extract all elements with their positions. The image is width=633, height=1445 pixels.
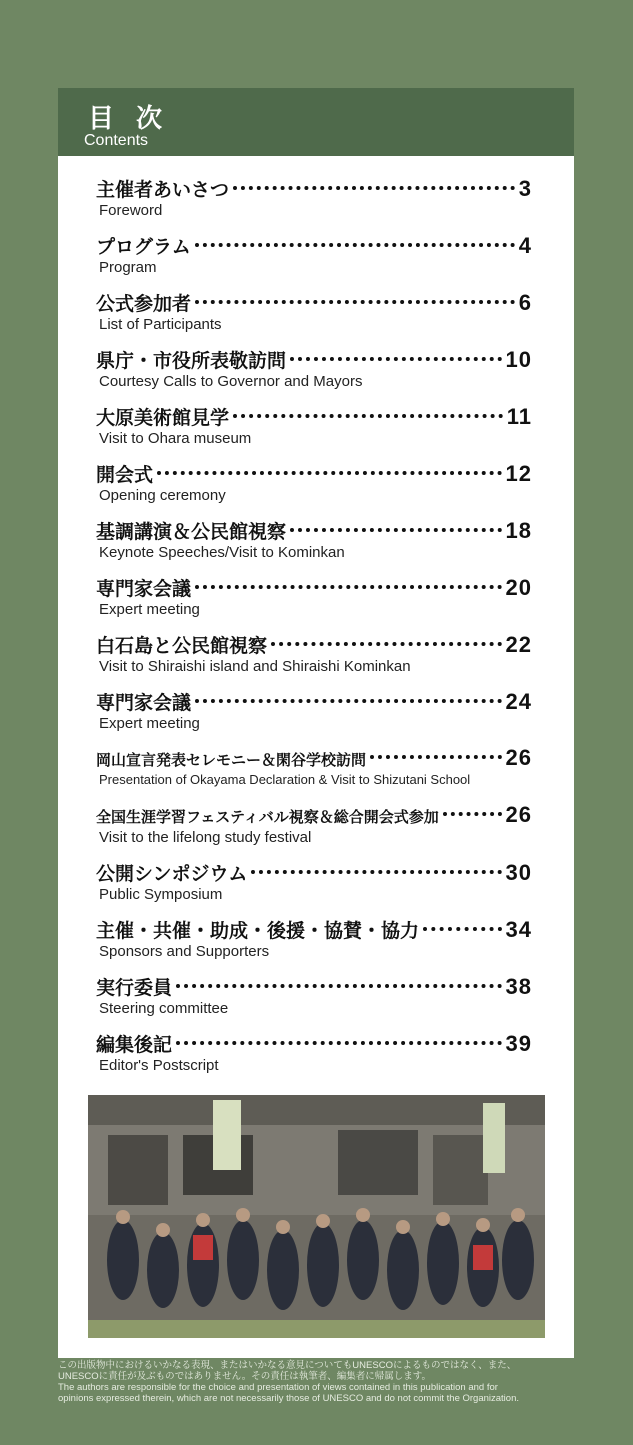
header-title-jp: 目次: [88, 104, 185, 134]
toc-page-number: 22: [505, 632, 532, 657]
toc-page-number: 39: [505, 1031, 532, 1056]
toc-page-number: 6: [518, 290, 532, 315]
leader-dots: [195, 585, 502, 589]
toc-entry-editors-postscript[interactable]: [96, 1030, 532, 1087]
toc-page-number: 34: [505, 917, 532, 942]
toc-title-en: Opening ceremony: [99, 487, 226, 504]
toc-title-jp: 開会式: [96, 464, 154, 486]
toc-page-number: 10: [505, 347, 532, 372]
leader-dots: [157, 471, 502, 475]
leader-dots: [176, 1041, 502, 1045]
toc-page-number: 26: [505, 802, 532, 827]
disclaimer: [58, 1360, 578, 1404]
toc-title-jp: 大原美術館見学: [96, 407, 230, 429]
toc-entry-steering-committee[interactable]: [96, 973, 532, 1030]
leader-dots: [195, 699, 502, 703]
contents-header: [58, 88, 574, 156]
leader-dots: [290, 528, 502, 532]
toc-title-en: List of Participants: [99, 316, 222, 333]
disclaimer-en-line2: opinions expressed therein, which are not necessarily those of UNESCO and do not commit the Organization.: [58, 1393, 519, 1404]
disclaimer-en-line1: The authors are responsible for the choice and presentation of views contained in this publication and for: [58, 1382, 498, 1393]
toc-entry-program[interactable]: [96, 232, 532, 289]
leader-dots: [233, 414, 503, 418]
header-title-en: Contents: [84, 132, 149, 149]
toc-title-en: Public Symposium: [99, 886, 223, 903]
toc-title-jp: 白石島と公民館視察: [96, 635, 268, 657]
toc-title-en: Editor's Postscript: [99, 1057, 219, 1074]
disclaimer-jp-line2: UNESCOに責任が及ぶものではありません。その責任は執筆者、編集者に帰属します。: [58, 1371, 431, 1382]
toc-title-en: Foreword: [99, 202, 163, 219]
toc-entry-courtesy-calls[interactable]: [96, 346, 532, 403]
toc-title-en: Keynote Speeches/Visit to Kominkan: [99, 544, 345, 561]
toc-page-number: 4: [518, 233, 532, 258]
toc-title-en: Courtesy Calls to Governor and Mayors: [99, 373, 363, 390]
table-of-contents: [96, 175, 532, 1087]
group-photo: [88, 1095, 545, 1338]
toc-title-en: Sponsors and Supporters: [99, 943, 270, 960]
toc-title-jp: 県庁・市役所表敬訪問: [96, 350, 287, 372]
toc-title-jp: 編集後記: [96, 1034, 173, 1056]
toc-entry-participants[interactable]: [96, 289, 532, 346]
group-photo-illustration: [88, 1095, 545, 1338]
toc-title-jp: 公開シンポジウム: [96, 863, 248, 885]
toc-page-number: 26: [505, 745, 532, 770]
toc-title-jp: 岡山宣言発表セレモニー＆閑谷学校訪問: [96, 751, 367, 769]
toc-entry-expert-meeting-2[interactable]: [96, 688, 532, 745]
toc-entry-symposium[interactable]: [96, 859, 532, 916]
toc-title-en: Presentation of Okayama Declaration & Visit to Shizutani School: [99, 772, 471, 787]
toc-title-jp: 公式参加者: [96, 293, 192, 315]
toc-entry-keynote[interactable]: [96, 517, 532, 574]
leader-dots: [271, 642, 502, 646]
toc-title-en: Visit to Shiraishi island and Shiraishi Kominkan: [99, 658, 411, 675]
toc-title-en: Expert meeting: [99, 601, 200, 618]
leader-dots: [423, 927, 502, 931]
toc-entry-okayama-declaration[interactable]: [96, 745, 532, 802]
toc-entry-lifelong-festival[interactable]: [96, 802, 532, 859]
disclaimer-jp-line1: この出版物中におけるいかなる表現、またはいかなる意見についてもUNESCOによるものではなく、また、: [58, 1360, 517, 1371]
leader-dots: [195, 243, 515, 247]
toc-page-number: 11: [506, 404, 532, 429]
toc-page-number: 18: [505, 518, 532, 543]
leader-dots: [233, 186, 515, 190]
toc-title-en: Visit to the lifelong study festival: [99, 829, 312, 846]
leader-dots: [290, 357, 502, 361]
toc-title-jp: 主催者あいさつ: [96, 179, 230, 201]
toc-title-en: Steering committee: [99, 1000, 229, 1017]
leader-dots: [443, 812, 502, 816]
toc-page-number: 12: [505, 461, 532, 486]
toc-title-jp: プログラム: [96, 236, 191, 258]
toc-title-en: Visit to Ohara museum: [99, 430, 252, 447]
toc-page-number: 20: [505, 575, 532, 600]
leader-dots: [195, 300, 515, 304]
toc-page-number: 3: [518, 176, 532, 201]
toc-entry-expert-meeting-1[interactable]: [96, 574, 532, 631]
toc-entry-foreword[interactable]: [96, 175, 532, 232]
toc-entry-ohara-museum[interactable]: [96, 403, 532, 460]
toc-entry-opening-ceremony[interactable]: [96, 460, 532, 517]
toc-title-en: Expert meeting: [99, 715, 200, 732]
toc-title-en: Program: [99, 259, 157, 276]
toc-page-number: 30: [505, 860, 532, 885]
toc-title-jp: 全国生涯学習フェスティバル視察＆総合開会式参加: [96, 808, 439, 826]
toc-title-jp: 主催・共催・助成・後援・協賛・協力: [96, 920, 420, 942]
toc-title-jp: 専門家会議: [96, 692, 192, 714]
toc-page-number: 24: [505, 689, 532, 714]
toc-entry-shiraishi[interactable]: [96, 631, 532, 688]
toc-entry-sponsors[interactable]: [96, 916, 532, 973]
toc-title-jp: 実行委員: [96, 977, 173, 999]
toc-title-jp: 基調講演＆公民館視察: [96, 521, 287, 543]
toc-page-number: 38: [505, 974, 532, 999]
leader-dots: [176, 984, 502, 988]
leader-dots: [251, 870, 501, 874]
leader-dots: [370, 755, 502, 759]
toc-title-jp: 専門家会議: [96, 578, 192, 600]
